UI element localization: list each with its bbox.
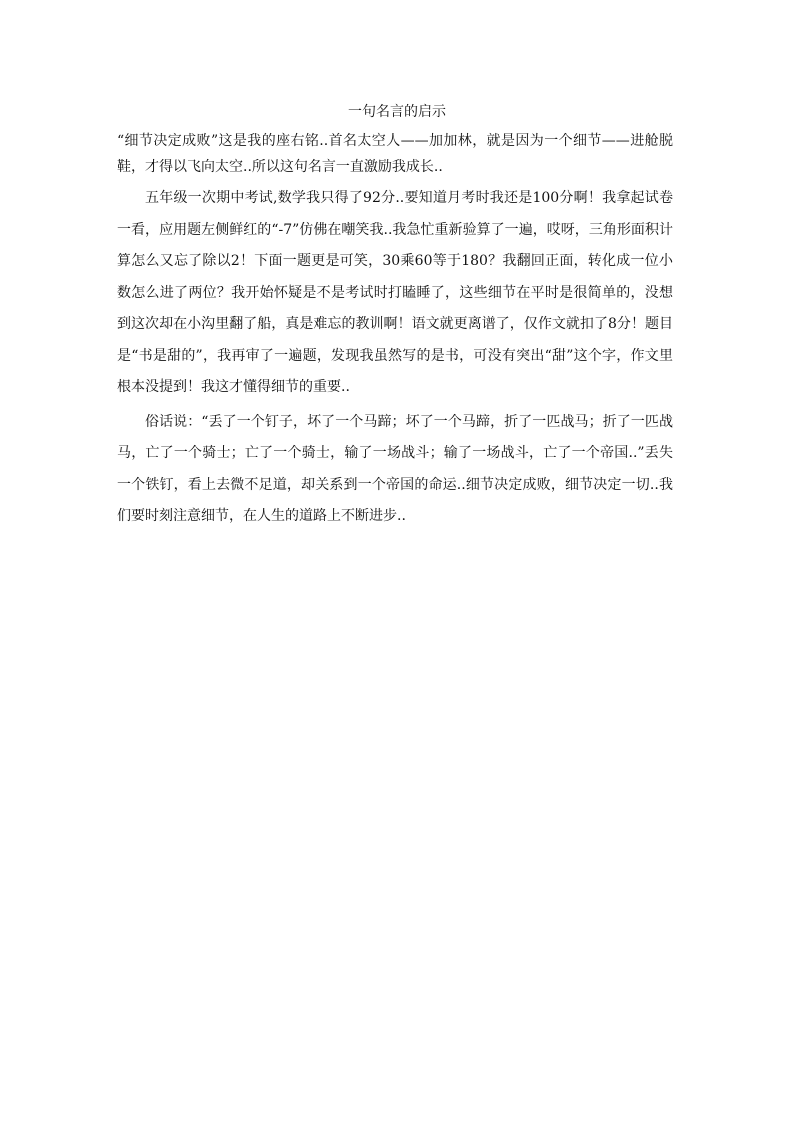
paragraph-proverb: 俗话说：“丢了一个钉子，坏了一个马蹄；坏了一个马蹄，折了一匹战马；折了一匹战马，亡了一个骑士；亡了一个骑士，输了一场战斗；输了一场战斗，亡了一个帝国..”丢失一个铁钉，看上去微不足道，却关系到一个帝国的命运..细节决定成败，细节决定一切..我们要时刻注意细节，在人生的道路上不断进步.. <box>117 413 673 524</box>
paragraph-exam-story: 五年级一次期中考试,数学我只得了92分..要知道月考时我还是100分啊！我拿起试卷一看，应用题左侧鲜红的“-7”仿佛在嘲笑我..我急忙重新验算了一遍，哎呀，三角形面积计算怎么又忘了除以2！下面一题更是可笑，30乘60等于180？我翻回正面，转化成一位小数怎么进了两位？我开始怀疑是不是考试时打瞌睡了，这些细节在平时是很简单的，没想到这次却在小沟里翻了船，真是难忘的教训啊！语文就更离谱了，仅作文就扣了8分！题目是“书是甜的”，我再审了一遍题，发现我虽然写的是书，可没有突出“甜”这个字，作文里根本没提到！我这才懂得细节的重要.. <box>117 190 673 395</box>
document-body <box>117 128 673 533</box>
paragraph-intro: “细节决定成败”这是我的座右铭..首名太空人——加加林，就是因为一个细节——进舱脱鞋，才得以飞向太空..所以这句名言一直激励我成长.. <box>117 133 673 175</box>
document-title: 一句名言的启示 <box>348 104 446 120</box>
